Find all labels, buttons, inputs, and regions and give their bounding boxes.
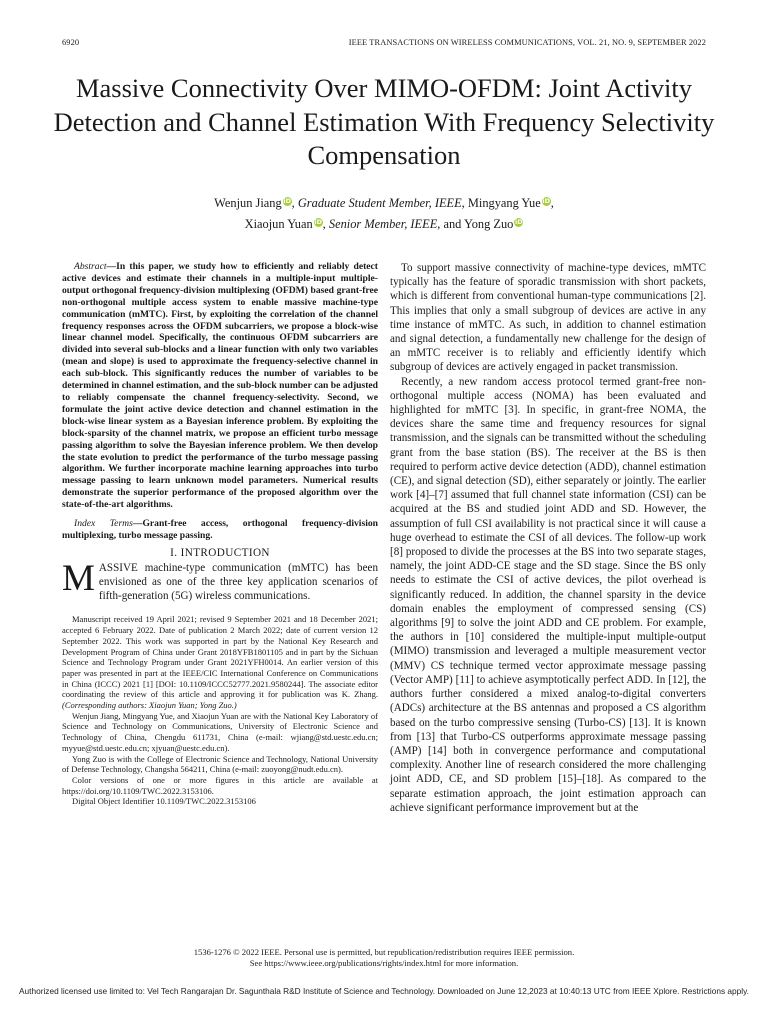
section-heading: I. INTRODUCTION — [170, 546, 270, 559]
intro-text: ASSIVE machine-type communication (mMTC) has been envisioned as one of the three key application scenarios of fifth-generation (5G) wireless communications. — [98, 561, 378, 603]
running-header: IEEE TRANSACTIONS ON WIRELESS COMMUNICATIONS, VOL. 21, NO. 9, SEPTEMBER 2022 — [348, 38, 706, 47]
author-name: Wenjun Jiang — [214, 196, 282, 210]
license-notice: Authorized licensed use limited to: Vel Tech Rangarajan Dr. Sagunthala R&D Institute of Science and Technology. Downloaded on June 12,2023 at 10:40:13 UTC from IEEE Xplore. Restrictions apply. — [19, 986, 749, 996]
separator: , — [322, 217, 329, 231]
copyright-notice — [62, 947, 706, 969]
author-line-1 — [40, 193, 728, 214]
footnote-color-versions: Color versions of one or more figures in this article are available at https://doi.org/10.1109/TWC.2022.3153106. — [62, 775, 378, 796]
index-terms-label: Index Terms — [74, 518, 133, 530]
body-paragraph: To support massive connectivity of machine-type devices, mMTC typically has the feature of sporadic transmission with short packets, which is different from conventional human-type communications [2]. This implies that only a small subgroup of devices are active in any time instance of mMTC. As such, in addition to channel estimation and signal detection, a fundamentally new challenge for the design of an mMTC receiver is to reliably and efficiently identify which subgroup of devices are actively engaged in packet transmission. — [390, 262, 706, 374]
author-role: Senior Member, IEEE — [328, 217, 438, 231]
orcid-icon[interactable]: iD — [314, 218, 322, 226]
index-terms — [62, 518, 378, 542]
author-line-2 — [40, 214, 728, 235]
footnote-affiliation-2: Yong Zuo is with the College of Electronic Science and Technology, National University of Defense Technology, Changsha 564211, China (e-mail: zuoyong@nudt.edu.cn). — [62, 753, 378, 775]
footnote-doi: Digital Object Identifier 10.1109/TWC.2022.3153106 — [72, 796, 256, 807]
author-name: Yong Zuo — [464, 217, 514, 231]
copyright-line: 1536-1276 © 2022 IEEE. Personal use is permitted, but republication/redistribution requires IEEE permission. — [193, 947, 575, 957]
index-terms-text: Grant-free access, orthogonal frequency-division multiplexing, turbo message passing. — [62, 518, 378, 541]
author-list — [40, 193, 728, 235]
intro-paragraph — [62, 557, 378, 604]
author-name: Xiaojun Yuan — [244, 217, 313, 231]
body-paragraph: Recently, a new random access protocol termed grant-free non-orthogonal multiple access (NOMA) has been evaluated and highlighted for mMTC [3]. In specific, in grant-free NOMA, the devices share the same time and frequency resources for signal transmission, and the signals can be transmitted without the scheduling grant from the base station (BS). The receiver at the BS is then required to perform active device detection (ADD), channel estimation (CE), and signal detection (SD), either separately or jointly. The earlier work [4]–[7] assumed that full channel state information (CSI) can be acquired at the BS and studied joint ADD and SD. However, the assumption of full CSI availability is not practical since it will cause a huge overhead to estimate the CSI of all devices. The follow-up work [8] proposed to divide the processes at the BS into two separate stages, namely, the joint ADD-CE stage and the SD stage. Since the BS only needs to estimate the CSI of active devices, the pilot overhead is significantly reduced. In addition, the channel sparsity in the device domain enables the employment of compressed sensing (CS) algorithms [9] to solve the joint ADD and CE problem. For example, the authors in [10] considered the multiple-input multiple-output (MIMO) transmission and leveraged a multiple measurement vector (MMV) CS technique termed vector approximate message passing (Vector AMP) [11] to achieve asymptotically perfect ADD. In [12], the authors further considered a mixed analog-to-digital converters (ADCs) architecture at the BS antennas and proposed a CS algorithm based on the turbo compressive sensing (Turbo-CS) [13]. It is known from [13] that Turbo-CS outperforms approximate message passing (AMP) [14] both in convergence performance and computational complexity. Another line of research considered the more challenging joint ADD, CE, and SD problem [15]–[18]. As compared to the separate estimation approach, the joint estimation approach can achieve significant performance improvement but at the — [390, 375, 706, 814]
separator: , and — [437, 217, 464, 231]
rights-link-line[interactable]: See https://www.ieee.org/publications/rights/index.html for more information. — [249, 958, 519, 968]
paper-title: Massive Connectivity Over MIMO-OFDM: Joint Activity Detection and Channel Estimation With Frequency Selectivity Compensation — [53, 73, 715, 170]
abstract-label: Abstract — [74, 261, 107, 272]
footnote-affiliation-1: Wenjun Jiang, Mingyang Yue, and Xiaojun Yuan are with the National Key Laboratory of Science and Technology on Communications, University of Electronic Science and Technology of China, Chengdu 611731, China (e-mail: wjiang@std.uestc.edu.cn; myyue@std.uestc.edu.cn; xjyuan@uestc.edu.cn). — [62, 710, 378, 753]
footnotes — [62, 612, 378, 807]
corresponding-authors: (Corresponding authors: Xiaojun Yuan; Yong Zuo.) — [62, 700, 237, 711]
abstract-text: In this paper, we study how to efficiently and reliably detect active devices and estimate their channels in a multiple-input multiple-output orthogonal frequency-division multiplexing (OFDM) based grant-free non-orthogonal multiple access system to enable massive machine-type communication (mMTC). First, by exploiting the correlation of the channel frequency responses across the OFDM subcarriers, we propose a block-wise linear channel model. Specifically, the continuous OFDM subcarriers are divided into several sub-blocks and a linear function with only two variables (mean and slope) is used to approximate the frequency-selective channel in each sub-block. This significantly reduces the number of variables to be determined in channel estimation, and the sub-block number can be adjusted to reliably compensate the channel frequency-selectivity. Second, we formulate the joint active device detection and channel estimation in the block-wise linear system as a Bayesian inference problem. By exploiting the block-sparsity of the channel matrix, we propose an efficient turbo message passing algorithm to solve the Bayesian inference problem. We then develop the state evolution to predict the performance of the turbo message passing algorithm. We further incorporate machine learning approaches into turbo message passing to learn unknown model parameters. Numerical results demonstrate the superior performance of the proposed algorithm over the state-of-the-art algorithms. — [62, 261, 378, 511]
drop-cap: M — [62, 557, 95, 599]
orcid-icon[interactable]: iD — [515, 218, 523, 226]
orcid-icon[interactable]: iD — [542, 197, 551, 205]
footnote-text: Manuscript received 19 April 2021; revised 9 September 2021 and 18 December 2021; accepted 6 February 2022. Date of publication 2 March 2022; date of current version 12 September 2022. This work was supported in part by the National Key Research and Development Program of China under Grant 2018YFB1801105 and in part by the Sichuan Science and Technology Program under Grant 2021YFH0014. An earlier version of this paper was presented in part at the IEEE/CIC International Conference on Communications in China (ICCC) 2021 [1] [DOI: 10.1109/ICCC52777.2021.9580244]. The associate editor coordinating the review of this article and approving it for publication was K. Zhang. — [62, 614, 378, 700]
author-role: Graduate Student Member, IEEE — [297, 196, 462, 210]
separator: , — [291, 196, 298, 210]
separator: , — [550, 196, 554, 210]
abstract — [62, 261, 378, 511]
dash: — — [106, 261, 117, 272]
page-number: 6920 — [62, 38, 80, 47]
author-name: Mingyang Yue — [467, 196, 541, 210]
separator: , — [461, 196, 468, 210]
right-column — [390, 261, 706, 815]
footnote-manuscript — [62, 614, 378, 710]
dash: — — [132, 518, 143, 530]
orcid-icon[interactable]: iD — [283, 197, 291, 205]
left-column — [62, 261, 378, 807]
